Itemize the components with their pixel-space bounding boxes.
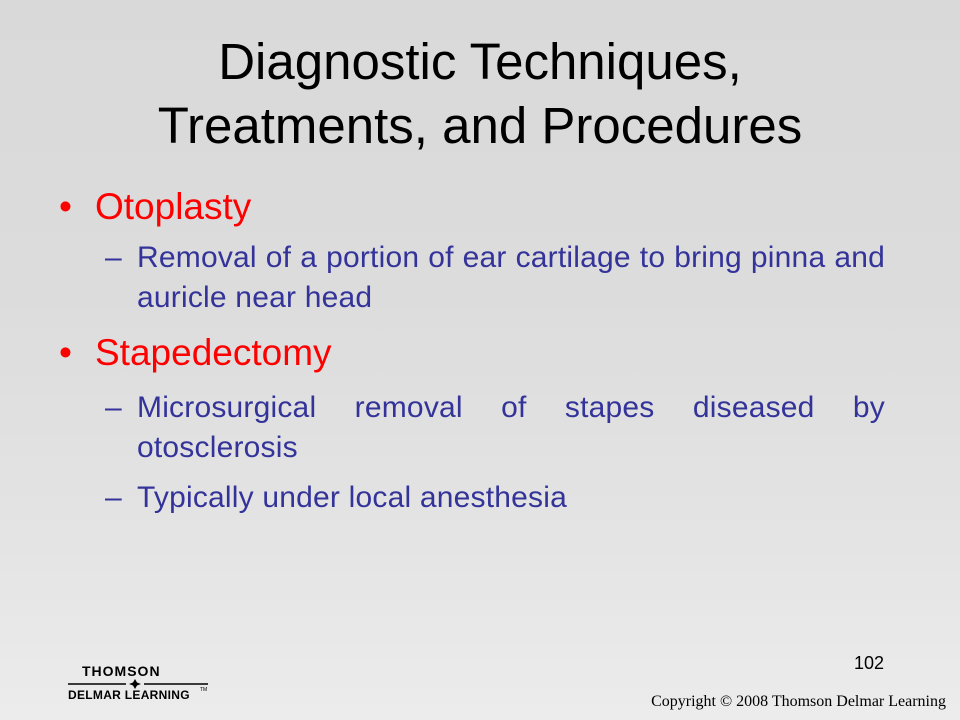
bullet-label: Stapedectomy: [95, 332, 332, 373]
bullet-marker: •: [59, 332, 72, 373]
slide-title-line-1: Diagnostic Techniques,: [218, 33, 742, 90]
slide-title: [40, 30, 920, 158]
slide-title-line-2: Treatments, and Procedures: [157, 97, 803, 154]
sub-bullet: [105, 478, 885, 518]
bullet-stapedectomy: [55, 330, 885, 376]
sub-bullet-text: Removal of a portion of ear cartilage to bring pinna and auricle near head: [137, 241, 885, 314]
sub-bullet-text: Microsurgical removal of stapes diseased by otosclerosis: [137, 391, 885, 464]
sub-bullet-text: Typically under local anesthesia: [137, 481, 567, 514]
bullet-list: [55, 184, 885, 518]
logo-top-text: THOMSON: [82, 663, 161, 679]
copyright-notice: Copyright © 2008 Thomson Delmar Learning: [651, 693, 946, 710]
bullet-marker: •: [59, 186, 72, 227]
logo-bottom-text: DELMAR LEARNING: [68, 688, 190, 702]
bullet-otoplasty: [55, 184, 885, 230]
dash-marker: –: [105, 391, 122, 424]
page-number: 102: [853, 653, 884, 673]
sub-bullet: [105, 238, 885, 318]
dash-marker: –: [105, 241, 122, 274]
sub-bullet: [105, 388, 885, 468]
dash-marker: –: [105, 481, 122, 514]
trademark-symbol: TM: [200, 687, 208, 693]
bullet-label: Otoplasty: [95, 186, 252, 227]
publisher-logo: [68, 663, 218, 708]
